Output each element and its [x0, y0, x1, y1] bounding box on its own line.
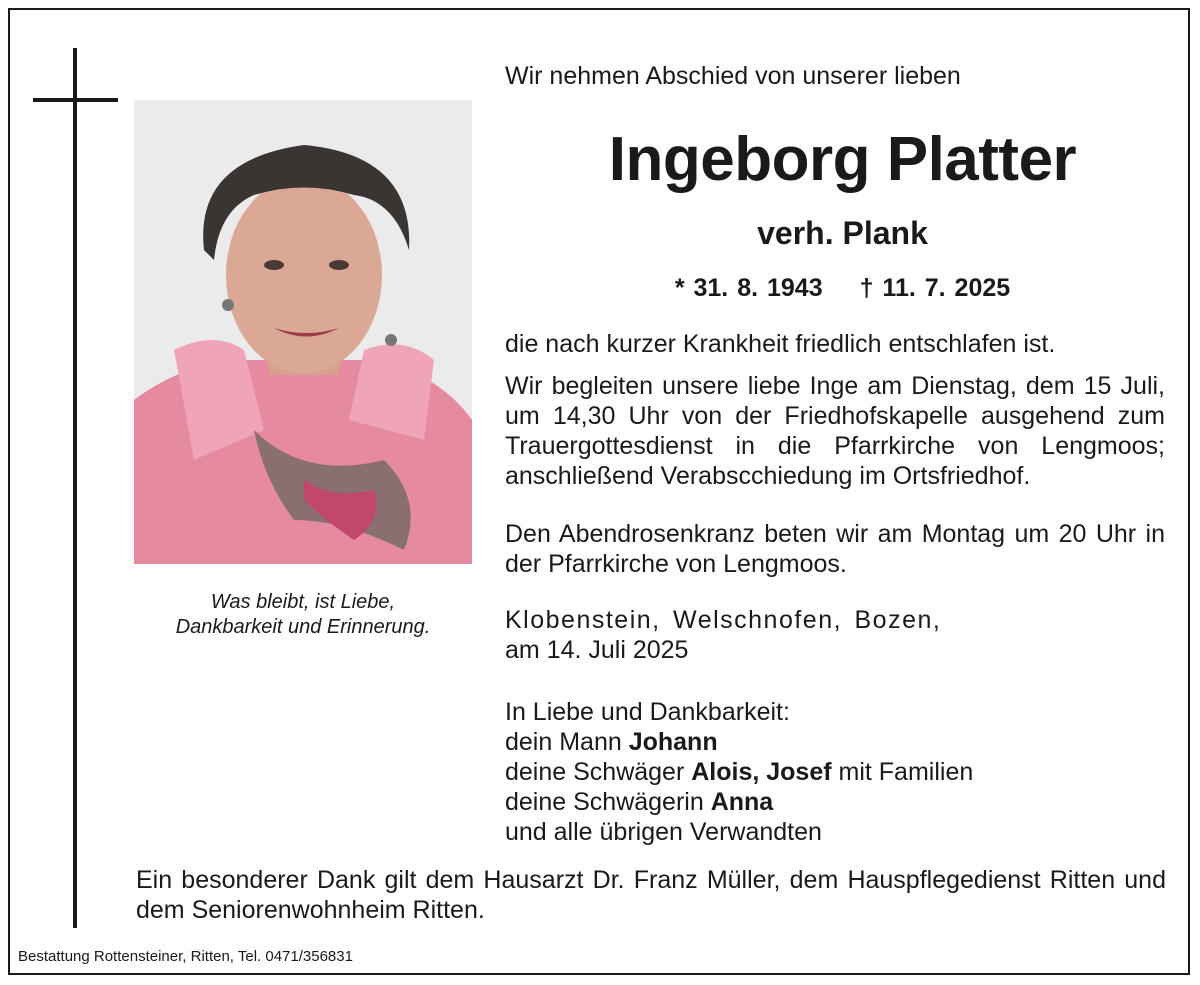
- mourners-heading: In Liebe und Dankbarkeit:: [505, 698, 790, 726]
- rosary-text: Den Abendrosenkranz beten wir am Montag um 20 Uhr in der Pfarrkirche von Lengmoos.: [505, 520, 1165, 578]
- date-line: am 14. Juli 2025: [505, 636, 689, 664]
- cross-icon-bar: [33, 98, 118, 102]
- married-name: verh. Plank: [757, 215, 928, 251]
- motto-line: Was bleibt, ist Liebe,: [210, 591, 396, 613]
- mourner-prefix: dein Mann: [505, 728, 629, 756]
- mourner-suffix: mit Familien: [831, 758, 974, 786]
- mourners-list: [505, 697, 973, 847]
- mourner-prefix: deine Schwägerin: [505, 788, 711, 816]
- place-line: Klobenstein, Welschnofen, Bozen,: [505, 606, 942, 634]
- mourner-name: Anna: [710, 788, 774, 816]
- death-date: † 11. 7. 2025: [859, 274, 1011, 302]
- place-and-date: [505, 605, 1025, 665]
- motto: [134, 590, 472, 640]
- portrait-photo: [134, 100, 472, 564]
- mourner-prefix: deine Schwäger: [505, 758, 692, 786]
- thanks-text: Ein besonderer Dank gilt dem Hausarzt Dr. Franz Müller, dem Hauspflegedienst Ritten und dem Seniorenwohnheim Ritten.: [136, 866, 1166, 924]
- mourner-line: [505, 727, 973, 757]
- mourner-name: Johann: [628, 728, 718, 756]
- intro-text: Wir nehmen Abschied von unserer lieben: [505, 62, 961, 90]
- life-dates: [505, 274, 1180, 303]
- death-text: die nach kurzer Krankheit friedlich entschlafen ist.: [505, 330, 1056, 358]
- mourner-line: und alle übrigen Verwandten: [505, 818, 822, 846]
- funeral-home-footer: Bestattung Rottensteiner, Ritten, Tel. 0471/356831: [18, 948, 353, 965]
- mourner-line: [505, 787, 973, 817]
- birth-date: * 31. 8. 1943: [674, 274, 823, 302]
- cross-icon: [73, 48, 77, 928]
- mourner-line: [505, 757, 973, 787]
- motto-line: Dankbarkeit und Erinnerung.: [175, 616, 431, 638]
- deceased-name: Ingeborg Platter: [608, 125, 1077, 194]
- mourner-name: Alois, Josef: [691, 758, 832, 786]
- funeral-text: Wir begleiten unsere liebe Inge am Dienstag, dem 15 Juli, um 14,30 Uhr von der Friedhofskapelle ausgehend zum Trauergottesdienst in die Pfarrkirche von Lengmoos; anschließend Verabscchiedung im Ortsfriedhof.: [505, 372, 1165, 490]
